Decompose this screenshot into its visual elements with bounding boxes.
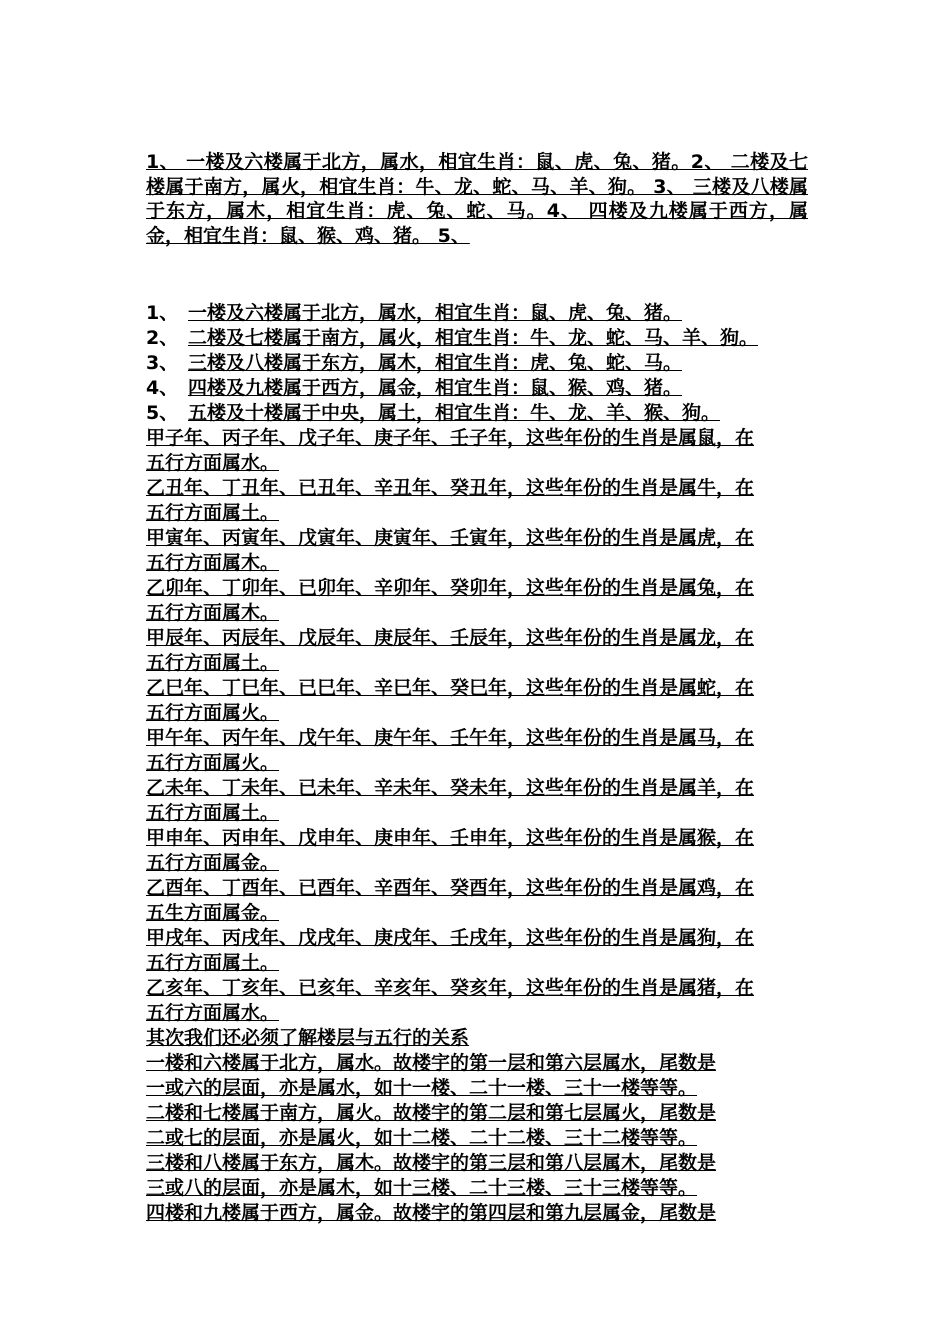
list-number: 3、 [146, 352, 179, 374]
text-line: 五行方面属木。 [146, 552, 280, 574]
paragraph-gap [146, 248, 808, 301]
floor-list-item [146, 326, 808, 351]
list-number: 4、 [146, 377, 179, 399]
list-text: 二楼及七楼属于南方，属火，相宜生肖：牛、龙、蛇、马、羊、狗。 [188, 327, 759, 349]
text-line: 甲戌年、丙戌年、戊戌年、庚戌年、壬戌年，这些年份的生肖是属狗，在 [146, 927, 755, 949]
text-line: 二楼和七楼属于南方，属火。故楼宇的第二层和第七层属火，尾数是 [146, 1102, 717, 1124]
text-line: 五行方面属土。 [146, 652, 280, 674]
floor-list [146, 301, 808, 426]
text-line: 一楼和六楼属于北方，属水。故楼宇的第一层和第六层属水，尾数是 [146, 1052, 717, 1074]
text-line: 三或八的层面，亦是属木，如十三楼、二十三楼、三十三楼等等。 [146, 1177, 698, 1199]
text-line: 五行方面属土。 [146, 502, 280, 524]
floor-list-item [146, 301, 808, 326]
text-line: 五行方面属土。 [146, 802, 280, 824]
text-line: 乙未年、丁未年、已未年、辛未年、癸未年，这些年份的生肖是属羊，在 [146, 777, 755, 799]
text-line: 甲子年、丙子年、戊子年、庚子年、壬子年，这些年份的生肖是属鼠，在 [146, 427, 755, 449]
intro-paragraph: 1、 一楼及六楼属于北方，属水，相宜生肖：鼠、虎、兔、猪。2、 二楼及七楼属于南方，属火，相宜生肖：牛、龙、蛇、马、羊、狗。 3、 三楼及八楼属于东方，属木，相宜生肖：虎、兔、蛇、马。4、 四楼及九楼属于西方，属金，相宜生肖：鼠、猴、鸡、猪。 5、 [146, 151, 808, 247]
text-line: 甲寅年、丙寅年、戊寅年、庚寅年、壬寅年，这些年份的生肖是属虎，在 [146, 527, 755, 549]
text-line: 二或七的层面，亦是属火，如十二楼、二十二楼、三十二楼等等。 [146, 1127, 698, 1149]
list-text: 一楼及六楼属于北方，属水，相宜生肖：鼠、虎、兔、猪。 [188, 302, 683, 324]
list-number: 2、 [146, 327, 179, 349]
text-line: 甲申年、丙申年、戊申年、庚申年、壬申年，这些年份的生肖是属猴，在 [146, 827, 755, 849]
text-line: 甲午年、丙午年、戊午年、庚午年、壬午年，这些年份的生肖是属马，在 [146, 727, 755, 749]
list-text: 五楼及十楼属于中央，属土，相宜生肖：牛、龙、羊、猴、狗。 [188, 402, 721, 424]
body-text [146, 426, 808, 1226]
section-heading: 其次我们还必须了解楼层与五行的关系 [146, 1027, 470, 1049]
list-number: 1、 [146, 302, 179, 324]
text-line: 乙丑年、丁丑年、已丑年、辛丑年、癸丑年，这些年份的生肖是属牛，在 [146, 477, 755, 499]
floor-list-item [146, 376, 808, 401]
text-line: 乙酉年、丁酉年、已酉年、辛酉年、癸酉年，这些年份的生肖是属鸡，在 [146, 877, 755, 899]
text-line: 四楼和九楼属于西方，属金。故楼宇的第四层和第九层属金，尾数是 [146, 1202, 717, 1224]
text-line: 乙巳年、丁巳年、已巳年、辛巳年、癸巳年，这些年份的生肖是属蛇，在 [146, 677, 755, 699]
text-line: 五行方面属土。 [146, 952, 280, 974]
text-line: 五生方面属金。 [146, 902, 280, 924]
text-line: 甲辰年、丙辰年、戊辰年、庚辰年、壬辰年，这些年份的生肖是属龙，在 [146, 627, 755, 649]
text-line: 三楼和八楼属于东方，属木。故楼宇的第三层和第八层属木，尾数是 [146, 1152, 717, 1174]
text-line: 五行方面属木。 [146, 602, 280, 624]
list-text: 四楼及九楼属于西方，属金，相宜生肖：鼠、猴、鸡、猪。 [188, 377, 683, 399]
text-line: 五行方面属火。 [146, 702, 280, 724]
floor-list-item [146, 351, 808, 376]
text-line: 五行方面属火。 [146, 752, 280, 774]
text-line: 五行方面属金。 [146, 852, 280, 874]
text-line: 一或六的层面，亦是属水，如十一楼、二十一楼、三十一楼等等。 [146, 1077, 698, 1099]
list-text: 三楼及八楼属于东方，属木，相宜生肖：虎、兔、蛇、马。 [188, 352, 683, 374]
text-line: 五行方面属水。 [146, 1002, 280, 1024]
list-number: 5、 [146, 402, 179, 424]
text-line: 乙卯年、丁卯年、已卯年、辛卯年、癸卯年，这些年份的生肖是属兔，在 [146, 577, 755, 599]
document-page [146, 150, 808, 1226]
text-line: 五行方面属水。 [146, 452, 280, 474]
text-line: 乙亥年、丁亥年、已亥年、辛亥年、癸亥年，这些年份的生肖是属猪，在 [146, 977, 755, 999]
floor-list-item [146, 401, 808, 426]
